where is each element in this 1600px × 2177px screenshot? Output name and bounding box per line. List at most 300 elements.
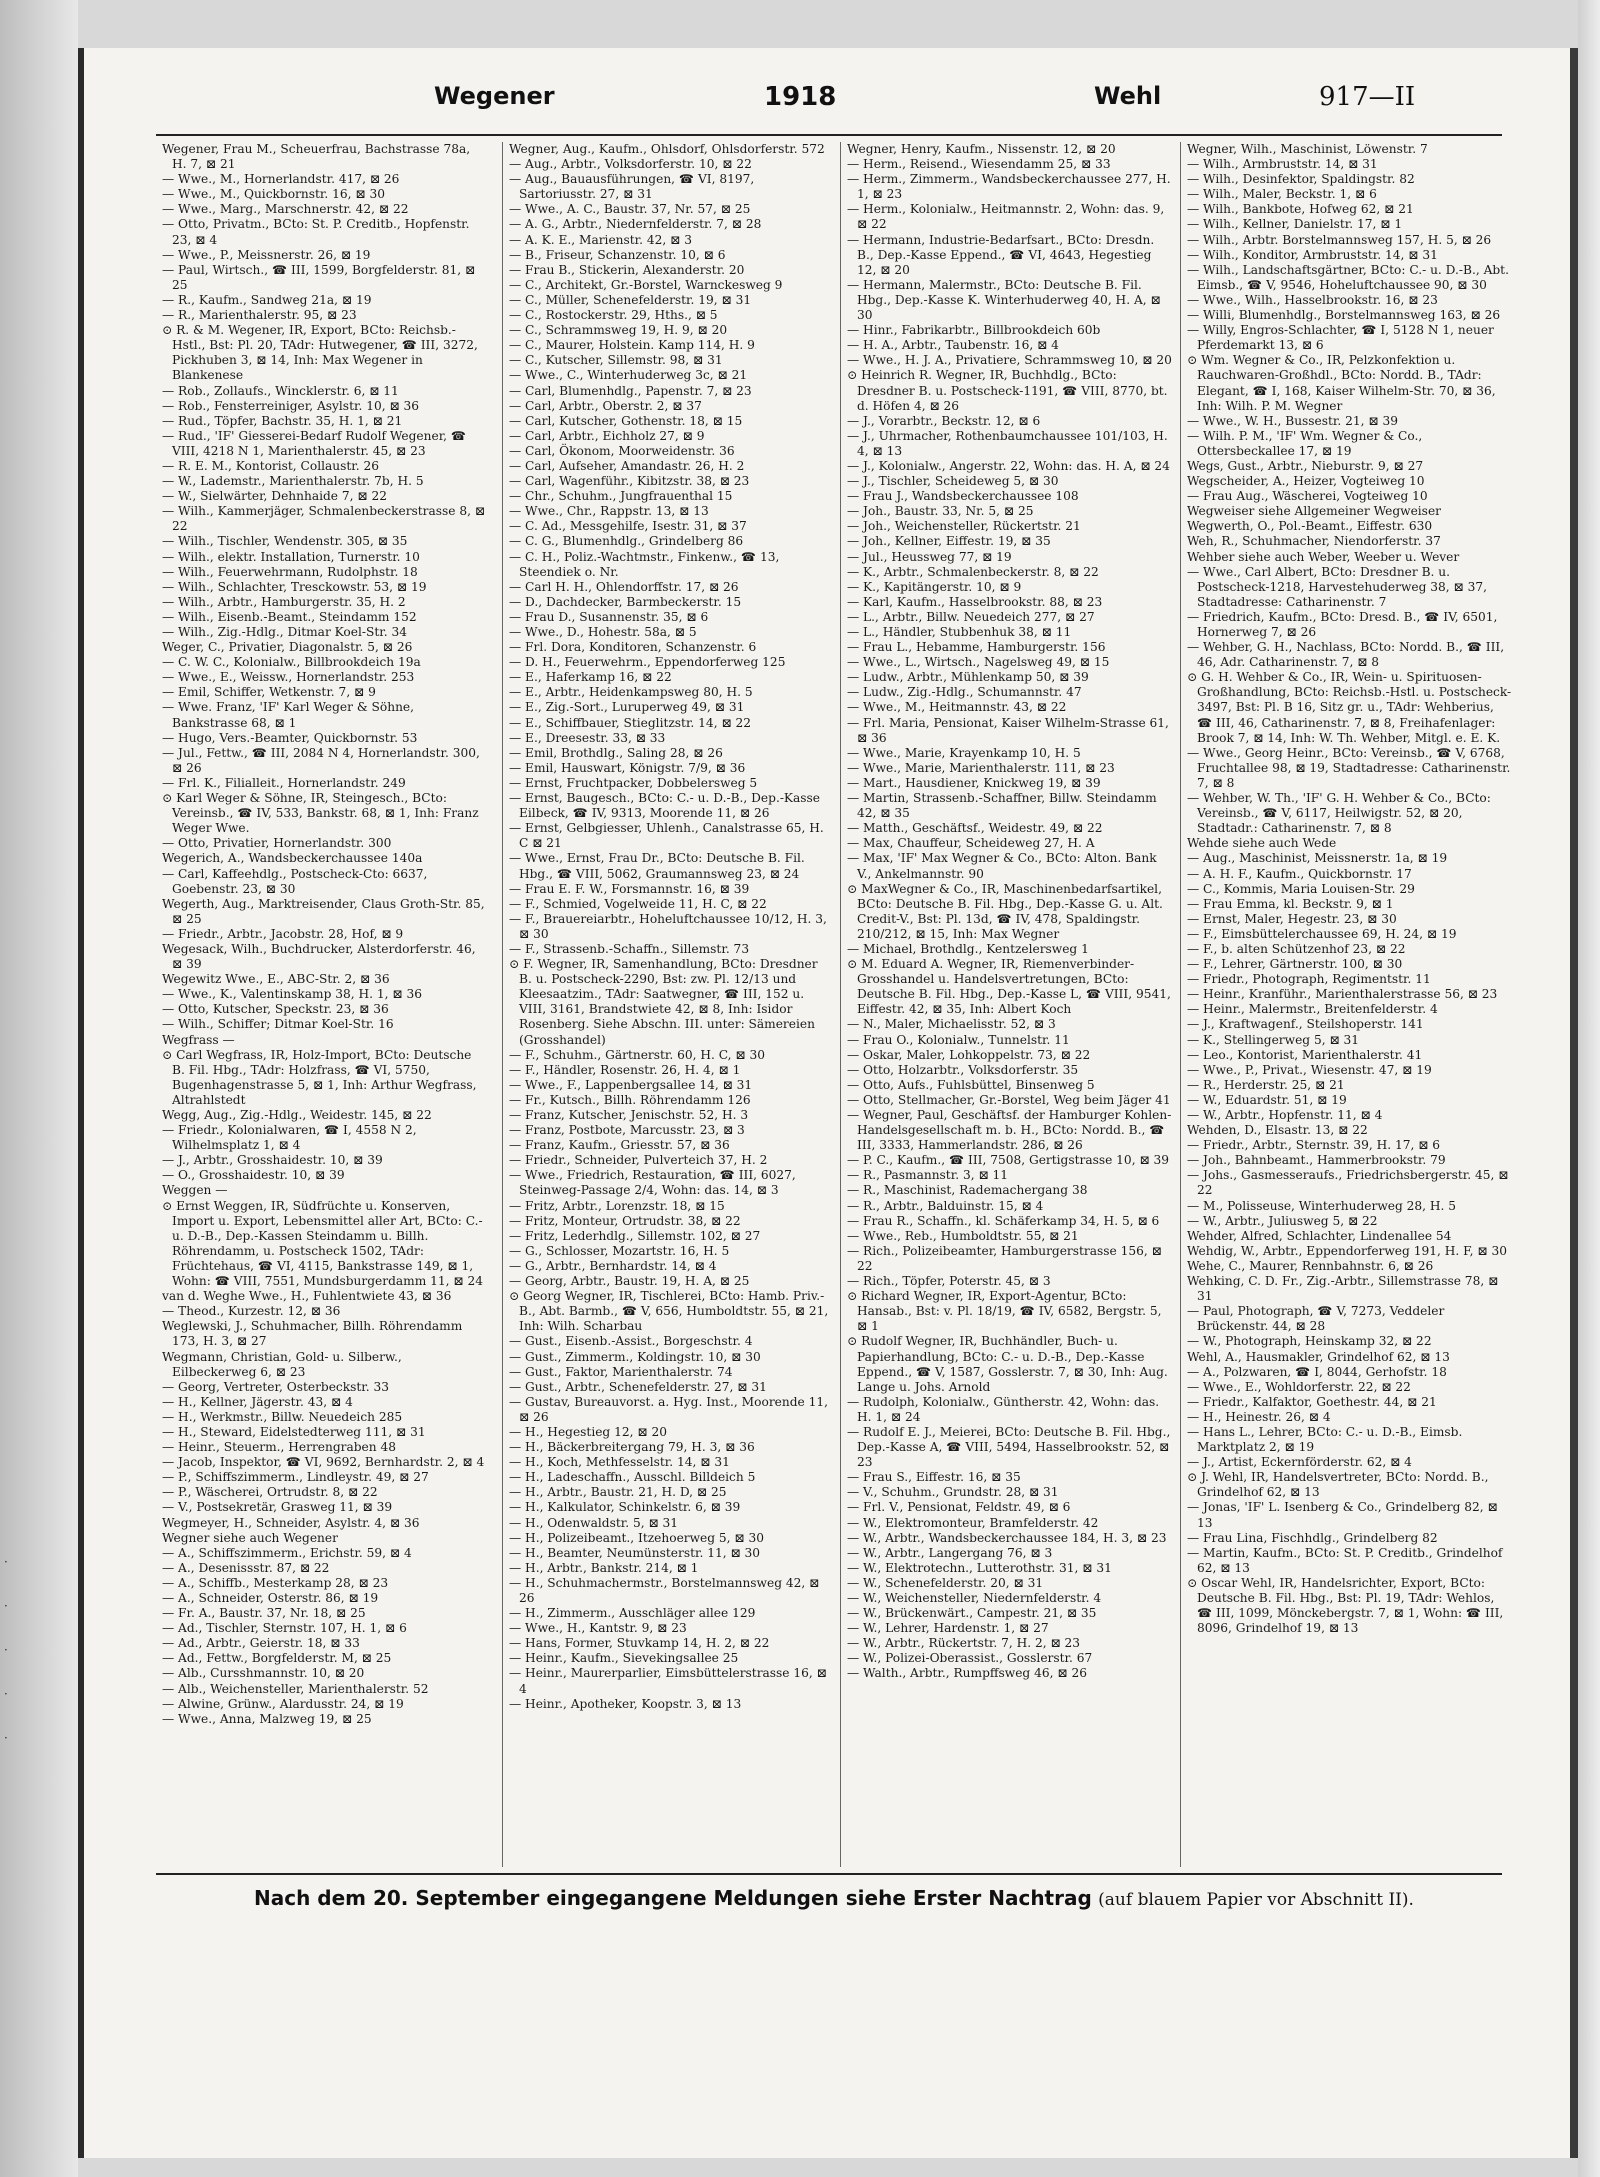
directory-entry: Weger, C., Privatier, Diagonalstr. 5, ⊠ 26	[162, 640, 413, 655]
directory-entry: — Jul., Fettw., ☎ III, 2084 N 4, Hornerlandstr. 300, ⊠ 26	[162, 745, 480, 775]
directory-entry: Wegg, Aug., Zig.-Hdlg., Weidestr. 145, ⊠ 22	[162, 1108, 432, 1122]
directory-entry: — Frl. K., Filialleit., Hornerlandstr. 249	[162, 775, 406, 790]
directory-entry: — D., Dachdecker, Barmbeckerstr. 15	[509, 594, 742, 609]
directory-entry: Weh, R., Schuhmacher, Niendorferstr. 37	[1187, 534, 1441, 549]
directory-entry: — Herm., Reisend., Wiesendamm 25, ⊠ 33	[847, 157, 1111, 172]
directory-entry: — H., Zimmerm., Ausschläger allee 129	[509, 1606, 756, 1621]
directory-entry: — Friedr., Kalfaktor, Goethestr. 44, ⊠ 21	[1187, 1394, 1437, 1409]
directory-entry: Wegerich, A., Wandsbeckerchaussee 140a	[162, 851, 423, 866]
directory-entry: — Ludw., Zig.-Hdlg., Schumannstr. 47	[847, 685, 1082, 700]
column-3	[840, 142, 1172, 1867]
directory-entry: — A., Schneider, Osterstr. 86, ⊠ 19	[162, 1591, 379, 1605]
directory-entry: — Hinr., Fabrikarbtr., Billbrookdeich 60b	[847, 323, 1101, 338]
directory-entry: — Carl, Kutscher, Gothenstr. 18, ⊠ 15	[509, 413, 743, 428]
directory-entry: — Otto, Privatm., BCto: St. P. Creditb., Hopfenstr. 23, ⊠ 4	[162, 217, 470, 247]
directory-entry: — Wwe., A. C., Baustr. 37, Nr. 57, ⊠ 25	[509, 202, 751, 217]
directory-entry: — W., Polizei-Oberassist., Gosslerstr. 67	[847, 1651, 1093, 1666]
directory-entry: — Hermann, Industrie-Bedarfsart., BCto: Dresdn. B., Dep.-Kasse Eppend., ☎ VI, 4643, Hegestieg 12, ⊠ 20	[847, 232, 1155, 277]
directory-entry: — Fritz, Monteur, Ortrudstr. 38, ⊠ 22	[509, 1213, 741, 1228]
directory-entry: — O., Grosshaidestr. 10, ⊠ 39	[162, 1168, 345, 1183]
directory-entry: — Ernst, Baugesch., BCto: C.- u. D.-B., Dep.-Kasse Eilbeck, ☎ IV, 9313, Moorende 11, ⊠ 26	[509, 791, 821, 821]
directory-entry: — Carl, Arbtr., Eichholz 27, ⊠ 9	[509, 428, 705, 443]
directory-entry: — Jul., Heussweg 77, ⊠ 19	[847, 549, 1012, 564]
directory-entry: — Joh., Bahnbeamt., Hammerbrookstr. 79	[1187, 1153, 1446, 1168]
directory-entry: — J., Arbtr., Grosshaidestr. 10, ⊠ 39	[162, 1153, 383, 1168]
directory-entry: — Wilh., Landschaftsgärtner, BCto: C.- u. D.-B., Abt. Eimsb., ☎ V, 9546, Hoheluftchaussee 90, ⊠ 30	[1187, 262, 1509, 292]
directory-entry: — L., Händler, Stubbenhuk 38, ⊠ 11	[847, 625, 1072, 639]
directory-entry: — Friedr., Schneider, Pulverteich 37, H. 2	[509, 1153, 768, 1168]
directory-entry: — Mart., Hausdiener, Knickweg 19, ⊠ 39	[847, 775, 1101, 790]
directory-entry: — Fritz, Arbtr., Lorenzstr. 18, ⊠ 15	[509, 1198, 725, 1213]
directory-entry: — Aug., Bauausführungen, ☎ VI, 8197, Sartoriusstr. 27, ⊠ 31	[509, 172, 755, 202]
header-year: 1918	[764, 82, 837, 112]
directory-entry: — Wwe., Marie, Marienthalerstr. 111, ⊠ 23	[847, 760, 1115, 775]
directory-entry: — W., Arbtr., Rückertstr. 7, H. 2, ⊠ 23	[847, 1636, 1081, 1651]
directory-entry: — Wwe. Franz, 'IF' Karl Weger & Söhne, Bankstrasse 68, ⊠ 1	[162, 700, 415, 730]
directory-entry: — H., Arbtr., Baustr. 21, H. D, ⊠ 25	[509, 1485, 727, 1500]
directory-entry: — Wwe., Friedrich, Restauration, ☎ III, 6027, Steinweg-Passage 2/4, Wohn: das. 14, ⊠ 3	[509, 1168, 796, 1198]
directory-entry: — A. G., Arbtr., Niedernfelderstr. 7, ⊠ 28	[509, 217, 762, 232]
directory-entry: ⊙ G. H. Wehber & Co., IR, Wein- u. Spirituosen-Großhandlung, BCto: Reichsb.-Hstl. u. Postscheck-3497, Bst: Pl. B 16, Sitz gr. u., TAdr: Wehberius, ☎ III, 46, Catharinenstr. 7, ⊠ 8, Freihafenlager: Brook 7, ⊠ 14, Inh: W. Th. Wehber, Mitgl. e. E. K.	[1187, 670, 1512, 745]
directory-entry: — Friedr., Arbtr., Jacobstr. 28, Hof, ⊠ 9	[162, 926, 404, 941]
directory-entry: — Otto, Stellmacher, Gr.-Borstel, Weg beim Jäger 41	[847, 1092, 1171, 1107]
directory-entry: — H., Arbtr., Bankstr. 214, ⊠ 1	[509, 1560, 699, 1575]
directory-entry: — Ad., Fettw., Borgfelderstr. M, ⊠ 25	[162, 1651, 392, 1666]
directory-entry: Wegner, Aug., Kaufm., Ohlsdorf, Ohlsdorferstr. 572	[509, 142, 825, 156]
directory-entry: — P., Schiffszimmerm., Lindleystr. 49, ⊠ 27	[162, 1470, 429, 1485]
directory-entry: — Joh., Baustr. 33, Nr. 5, ⊠ 25	[847, 504, 1034, 519]
header-rule	[156, 134, 1502, 136]
directory-entry: — F., Händler, Rosenstr. 26, H. 4, ⊠ 1	[509, 1062, 741, 1077]
directory-entry: — Friedr., Arbtr., Sternstr. 39, H. 17, ⊠ 6	[1187, 1138, 1441, 1153]
directory-entry: — Gustav, Bureauvorst. a. Hyg. Inst., Moorende 11, ⊠ 26	[509, 1394, 828, 1424]
directory-entry: — Wwe., M., Hornerlandstr. 417, ⊠ 26	[162, 172, 400, 187]
directory-entry: — Rudolph, Kolonialw., Güntherstr. 42, Wohn: das. H. 1, ⊠ 24	[847, 1394, 1160, 1424]
directory-entry: — Oskar, Maler, Lohkoppelstr. 73, ⊠ 22	[847, 1047, 1091, 1062]
directory-entry: — Wilh., Zig.-Hdlg., Ditmar Koel-Str. 34	[162, 625, 407, 639]
directory-entry: — K., Stellingerweg 5, ⊠ 31	[1187, 1032, 1360, 1047]
directory-entry: — K., Kapitängerstr. 10, ⊠ 9	[847, 579, 1022, 594]
directory-entry: — Ernst, Gelbgiesser, Uhlenh., Canalstrasse 65, H. C ⊠ 21	[509, 821, 824, 851]
directory-entry: — Gust., Zimmerm., Koldingstr. 10, ⊠ 30	[509, 1349, 761, 1364]
directory-entry: — Theod., Kurzestr. 12, ⊠ 36	[162, 1304, 341, 1319]
directory-entry: — H., Steward, Eidelstedterweg 111, ⊠ 31	[162, 1424, 426, 1439]
directory-entry: — R., Arbtr., Balduinstr. 15, ⊠ 4	[847, 1198, 1044, 1213]
directory-entry: ⊙ Richard Wegner, IR, Export-Agentur, BCto: Hansab., Bst: v. Pl. 18/19, ☎ IV, 6582, Bergstr. 5, ⊠ 1	[847, 1289, 1162, 1334]
directory-entry: — Wwe., C., Winterhuderweg 3c, ⊠ 21	[509, 368, 748, 383]
directory-entry: — Willy, Engros-Schlachter, ☎ I, 5128 N 1, neuer Pferdemarkt 13, ⊠ 6	[1187, 323, 1494, 353]
directory-entry: — H., Beamter, Neumünsterstr. 11, ⊠ 30	[509, 1545, 761, 1560]
directory-entry: — Wilh., Maler, Beckstr. 1, ⊠ 6	[1187, 187, 1377, 202]
directory-entry: — J., Artist, Eckernförderstr. 62, ⊠ 4	[1187, 1455, 1412, 1470]
directory-entry: — C. Ad., Messgehilfe, Isestr. 31, ⊠ 37	[509, 519, 747, 534]
directory-entry: — Heinr., Malermstr., Breitenfelderstr. 4	[1187, 1002, 1438, 1017]
directory-entry: — Wilh., Kellner, Danielstr. 17, ⊠ 1	[1187, 217, 1403, 232]
directory-entry: — Hermann, Malermstr., BCto: Deutsche B. Fil. Hbg., Dep.-Kasse K. Winterhuderweg 40, H. A, ⊠ 30	[847, 277, 1161, 323]
directory-entry: Wehl, A., Hausmakler, Grindelhof 62, ⊠ 13	[1187, 1349, 1450, 1364]
directory-entry: — W., Arbtr., Langergang 76, ⊠ 3	[847, 1545, 1053, 1560]
directory-entry: — C., Kommis, Maria Louisen-Str. 29	[1187, 881, 1415, 896]
directory-entry: — Otto, Privatier, Hornerlandstr. 300	[162, 836, 392, 851]
directory-entry: — H., Schuhmachermstr., Borstelmannsweg 42, ⊠ 26	[509, 1575, 820, 1605]
directory-entry: — C., Schrammsweg 19, H. 9, ⊠ 20	[509, 323, 728, 338]
directory-entry: — Jacob, Inspektor, ☎ VI, 9692, Bernhardstr. 2, ⊠ 4	[162, 1455, 485, 1470]
directory-entry: — H., Koch, Methfesselstr. 14, ⊠ 31	[509, 1455, 730, 1470]
directory-entry: — Wwe., H. J. A., Privatiere, Schrammsweg 10, ⊠ 20	[847, 353, 1172, 368]
directory-entry: — Heinr., Kranführ., Marienthalerstrasse 56, ⊠ 23	[1187, 987, 1498, 1002]
directory-entry: — Wilh., Desinfektor, Spaldingstr. 82	[1187, 172, 1415, 187]
directory-entry: — Georg, Vertreter, Osterbeckstr. 33	[162, 1379, 390, 1394]
directory-entry: — E., Haferkamp 16, ⊠ 22	[509, 670, 672, 685]
directory-entry: — Carl, Blumenhdlg., Papenstr. 7, ⊠ 23	[509, 383, 752, 398]
directory-entry: — Rudolf E. J., Meierei, BCto: Deutsche B. Fil. Hbg., Dep.-Kasse A, ☎ VIII, 5494, Hasselbrookstr. 52, ⊠ 23	[847, 1424, 1171, 1470]
directory-entry: ⊙ M. Eduard A. Wegner, IR, Riemenverbinder-Grosshandel u. Handelsvertretungen, BCto: Deutsche B. Fil. Hbg., Dep.-Kasse L, ☎ VIII, 9541, Eiffestr. 42, ⊠ 35, Inh: Albert Koch	[847, 957, 1171, 1017]
directory-entry: Wehden, D., Elsastr. 13, ⊠ 22	[1187, 1123, 1368, 1138]
directory-entry: — Frau Emma, kl. Beckstr. 9, ⊠ 1	[1187, 896, 1394, 911]
directory-entry: — Wilh., Schlachter, Tresckowstr. 53, ⊠ 19	[162, 579, 427, 594]
directory-entry: — F., Lehrer, Gärtnerstr. 100, ⊠ 30	[1187, 957, 1403, 972]
directory-entry: — Ad., Arbtr., Geierstr. 18, ⊠ 33	[162, 1636, 360, 1651]
directory-entry: — Wwe., W. H., Bussestr. 21, ⊠ 39	[1187, 413, 1399, 428]
directory-entry: — J., Uhrmacher, Rothenbaumchaussee 101/103, H. 4, ⊠ 13	[847, 428, 1168, 458]
directory-entry: — Franz, Postbote, Marcusstr. 23, ⊠ 3	[509, 1123, 745, 1138]
footer-notice	[254, 1886, 1454, 1910]
directory-entry: ⊙ Heinrich R. Wegner, IR, Buchhdlg., BCto: Dresdner B. u. Postscheck-1191, ☎ VIII, 8770, bt. d. Höfen 4, ⊠ 26	[847, 368, 1168, 413]
directory-entry: — Ludw., Arbtr., Mühlenkamp 50, ⊠ 39	[847, 670, 1089, 685]
directory-entry: — A. K. E., Marienstr. 42, ⊠ 3	[509, 232, 692, 247]
directory-entry: ⊙ Georg Wegner, IR, Tischlerei, BCto: Hamb. Priv.-B., Abt. Barmb., ☎ V, 656, Humboldtstr. 55, ⊠ 21, Inh: Wilh. Scharbau	[509, 1289, 829, 1334]
directory-entry: ⊙ Oscar Wehl, IR, Handelsrichter, Export, BCto: Deutsche B. Fil. Hbg., Bst: Pl. 19, TAdr: Wehlos, ☎ III, 1099, Mönckebergstr. 7, ⊠ 1, Wohn: ☎ III, 8096, Grindelhof 19, ⊠ 13	[1187, 1575, 1504, 1636]
directory-entry: — Frau R., Schaffn., kl. Schäferkamp 34, H. 5, ⊠ 6	[847, 1213, 1160, 1228]
footer-rule	[156, 1873, 1502, 1875]
directory-entry: — H., Hegestieg 12, ⊠ 20	[509, 1424, 667, 1439]
footer-notice-tail: (auf blauem Papier vor Abschnitt II).	[1098, 1890, 1414, 1910]
directory-entry: — E., Zig.-Sort., Luruperweg 49, ⊠ 31	[509, 700, 745, 715]
directory-entry: — Gust., Faktor, Marienthalerstr. 74	[509, 1364, 733, 1379]
directory-entry: — Herm., Kolonialw., Heitmannstr. 2, Wohn: das. 9, ⊠ 22	[847, 202, 1165, 232]
column-1	[162, 142, 487, 1867]
directory-entry: — Wilh., Konditor, Armbruststr. 14, ⊠ 31	[1187, 247, 1438, 262]
directory-entry: — Wwe., Chr., Rappstr. 13, ⊠ 13	[509, 504, 709, 519]
directory-entry: Wehe, C., Maurer, Rennbahnstr. 6, ⊠ 26	[1187, 1258, 1434, 1273]
page-number: 917—II	[1319, 82, 1416, 112]
directory-entry: — Otto, Aufs., Fuhlsbüttel, Binsenweg 5	[847, 1077, 1095, 1092]
directory-entry: — Hans L., Lehrer, BCto: C.- u. D.-B., Eimsb. Marktplatz 2, ⊠ 19	[1187, 1424, 1463, 1455]
directory-entry: ⊙ MaxWegner & Co., IR, Maschinenbedarfsartikel, BCto: Deutsche B. Fil. Hbg., Dep.-Kasse G. u. Alt. Credit-V., Bst: Pl. 13d, ☎ IV, 478, Spaldingstr. 210/212, ⊠ 15, Inh: Max Wegner	[847, 881, 1163, 941]
directory-entry: — Matth., Geschäftsf., Weidestr. 49, ⊠ 22	[847, 821, 1103, 836]
directory-entry: — Wwe., Ernst, Frau Dr., BCto: Deutsche B. Fil. Hbg., ☎ VIII, 5062, Graumannsweg 23, ⊠ 24	[509, 851, 805, 881]
directory-entry: — R., Marienthalerstr. 95, ⊠ 23	[162, 308, 357, 323]
directory-entry: — R., Maschinist, Rademachergang 38	[847, 1183, 1088, 1198]
directory-entry: — Wwe., H., Kantstr. 9, ⊠ 23	[509, 1621, 687, 1636]
directory-entry: Wegfrass —	[162, 1032, 235, 1047]
directory-entry: — M., Polisseuse, Winterhuderweg 28, H. 5	[1187, 1198, 1457, 1213]
directory-entry: — Wilh., Schiffer; Ditmar Koel-Str. 16	[162, 1017, 394, 1032]
directory-entry: — P. C., Kaufm., ☎ III, 7508, Gertigstrasse 10, ⊠ 39	[847, 1153, 1170, 1168]
directory-entry: — Max, 'IF' Max Wegner & Co., BCto: Alton. Bank V., Ankelmannstr. 90	[847, 851, 1157, 881]
directory-entry: — Franz, Kutscher, Jenischstr. 52, H. 3	[509, 1108, 749, 1122]
directory-entry: — W., Arbtr., Hopfenstr. 11, ⊠ 4	[1187, 1108, 1383, 1122]
directory-entry: — H., Heinestr. 26, ⊠ 4	[1187, 1409, 1331, 1424]
directory-entry: Weggen —	[162, 1183, 228, 1198]
left-page-edge	[0, 0, 78, 2177]
directory-entry: — Frl. Dora, Konditoren, Schanzenstr. 6	[509, 640, 757, 655]
directory-entry: — A., Desenissstr. 87, ⊠ 22	[162, 1560, 330, 1575]
directory-entry: — Franz, Kaufm., Griesstr. 57, ⊠ 36	[509, 1138, 730, 1153]
directory-entry: — Max, Chauffeur, Scheideweg 27, H. A	[847, 836, 1095, 851]
directory-entry: — Alb., Cursshmannstr. 10, ⊠ 20	[162, 1666, 365, 1681]
directory-entry: — Joh., Weichensteller, Rückertstr. 21	[847, 519, 1081, 534]
directory-entry: — Wehber, W. Th., 'IF' G. H. Wehber & Co., BCto: Vereinsb., ☎ V, 6117, Heilwigstr. 52, ⊠ 20, Stadtadr.: Catharinenstr. 7, ⊠ 8	[1187, 791, 1491, 836]
directory-page	[78, 48, 1578, 2158]
directory-entry: — Chr., Schuhm., Jungfrauenthal 15	[509, 489, 733, 504]
directory-entry: — R., Pasmannstr. 3, ⊠ 11	[847, 1168, 1009, 1183]
header-left-keyword: Wegener	[434, 82, 555, 110]
directory-entry: — D. H., Feuerwehrm., Eppendorferweg 125	[509, 655, 786, 670]
directory-entry: ⊙ Rudolf Wegner, IR, Buchhändler, Buch- u. Papierhandlung, BCto: C.- u. D.-B., Dep.-Kasse Eppend., ☎ V, 1587, Gosslerstr. 7, ⊠ 30, Inh: Aug. Lange u. Johs. Arnold	[847, 1334, 1168, 1394]
directory-entry: Wegmann, Christian, Gold- u. Silberw., Eilbeckerweg 6, ⊠ 23	[162, 1349, 402, 1379]
directory-entry: — Ernst, Maler, Hegestr. 23, ⊠ 30	[1187, 911, 1397, 926]
directory-entry: — G., Arbtr., Bernhardstr. 14, ⊠ 4	[509, 1258, 717, 1273]
directory-entry: — W., Photograph, Heinskamp 32, ⊠ 22	[1187, 1334, 1432, 1349]
directory-entry: — F., Eimsbüttelerchaussee 69, H. 24, ⊠ 19	[1187, 926, 1457, 941]
page-header	[84, 82, 1584, 132]
directory-entry: ⊙ Wm. Wegner & Co., IR, Pelzkonfektion u. Rauchwaren-Großhdl., BCto: Nordd. B., TAdr: Elegant, ☎ I, 168, Kaiser Wilhelm-Str. 70, ⊠ 36, Inh: Wilh. P. M. Wegner	[1187, 353, 1496, 413]
directory-entry: — H., Polizeibeamt., Itzehoerweg 5, ⊠ 30	[509, 1530, 765, 1545]
directory-entry: — Wwe., E., Wohldorferstr. 22, ⊠ 22	[1187, 1379, 1411, 1394]
directory-entry: — C., Rostockerstr. 29, Hths., ⊠ 5	[509, 308, 718, 323]
directory-entry: — Heinr., Maurerparlier, Eimsbüttelerstrasse 16, ⊠ 4	[509, 1666, 827, 1696]
directory-entry: — Wwe., M., Heitmannstr. 43, ⊠ 22	[847, 700, 1067, 715]
directory-entry: — Wwe., P., Meissnerstr. 26, ⊠ 19	[162, 247, 371, 262]
directory-entry: — Wwe., Marg., Marschnerstr. 42, ⊠ 22	[162, 202, 409, 217]
directory-entry: — W., Elektrotechn., Lutterothstr. 31, ⊠ 31	[847, 1560, 1112, 1575]
directory-entry: — Frau J., Wandsbeckerchaussee 108	[847, 489, 1079, 504]
directory-entry: — A., Schiffb., Mesterkamp 28, ⊠ 23	[162, 1575, 389, 1590]
directory-entry: — Georg, Arbtr., Baustr. 19, H. A, ⊠ 25	[509, 1274, 750, 1289]
directory-entry: — J., Tischler, Scheideweg 5, ⊠ 30	[847, 474, 1059, 489]
directory-entry: — Martin, Strassenb.-Schaffner, Billw. Steindamm 42, ⊠ 35	[847, 791, 1157, 821]
directory-entry: — F., Brauereiarbtr., Hoheluftchaussee 10/12, H. 3, ⊠ 30	[509, 911, 827, 941]
directory-entry: — Frau L., Hebamme, Hamburgerstr. 156	[847, 640, 1106, 655]
directory-entry: van d. Weghe Wwe., H., Fuhlentwiete 43, ⊠ 36	[162, 1289, 452, 1304]
directory-entry: — H., Werkmstr., Billw. Neuedeich 285	[162, 1409, 403, 1424]
directory-entry: Wegesack, Wilh., Buchdrucker, Alsterdorferstr. 46, ⊠ 39	[162, 941, 476, 972]
directory-entry: — B., Friseur, Schanzenstr. 10, ⊠ 6	[509, 247, 726, 262]
directory-entry: — Walth., Arbtr., Rumpffsweg 46, ⊠ 26	[847, 1666, 1087, 1681]
directory-entry: — Wwe., P., Privat., Wiesenstr. 47, ⊠ 19	[1187, 1062, 1432, 1077]
directory-entry: — Frau O., Kolonialw., Tunnelstr. 11	[847, 1032, 1070, 1047]
directory-entry: — R., Kaufm., Sandweg 21a, ⊠ 19	[162, 292, 372, 307]
directory-entry: — Wwe., M., Quickbornstr. 16, ⊠ 30	[162, 187, 385, 202]
directory-entry: — Wehber, G. H., Nachlass, BCto: Nordd. B., ☎ III, 46, Adr. Catharinenstr. 7, ⊠ 8	[1187, 640, 1505, 670]
directory-entry: — Aug., Maschinist, Meissnerstr. 1a, ⊠ 19	[1187, 851, 1448, 866]
right-page-edge	[1578, 0, 1600, 2177]
directory-entry: — Emil, Brothdlg., Saling 28, ⊠ 26	[509, 745, 723, 760]
column-4	[1180, 142, 1512, 1867]
directory-entry: — Wilh., Tischler, Wendenstr. 305, ⊠ 35	[162, 534, 408, 549]
directory-entry: — W., Arbtr., Juliusweg 5, ⊠ 22	[1187, 1213, 1378, 1228]
directory-entry: Wegner, Wilh., Maschinist, Löwenstr. 7	[1187, 142, 1428, 156]
directory-entry: — Wwe., E., Weissw., Hornerlandstr. 253	[162, 670, 415, 685]
directory-entry: Wegmeyer, H., Schneider, Asylstr. 4, ⊠ 36	[162, 1515, 420, 1530]
directory-entry: — Wilh. P. M., 'IF' Wm. Wegner & Co., Ottersbeckallee 17, ⊠ 19	[1187, 428, 1423, 458]
directory-entry: — F., b. alten Schützenhof 23, ⊠ 22	[1187, 941, 1406, 956]
directory-entry: — A. H. F., Kaufm., Quickbornstr. 17	[1187, 866, 1412, 881]
directory-entry: — Wwe., Marie, Krayenkamp 10, H. 5	[847, 745, 1081, 760]
directory-entry: — C., Müller, Schenefelderstr. 19, ⊠ 31	[509, 292, 752, 307]
directory-entry: — Wwe., K., Valentinskamp 38, H. 1, ⊠ 36	[162, 987, 423, 1002]
directory-entry: — Jonas, 'IF' L. Isenberg & Co., Grindelberg 82, ⊠ 13	[1187, 1500, 1498, 1530]
directory-entry: — Frau E. F. W., Forsmannstr. 16, ⊠ 39	[509, 881, 750, 896]
footer-notice-main: Nach dem 20. September eingegangene Meldungen siehe Erster Nachtrag	[254, 1886, 1092, 1910]
directory-entry: — Frl. Maria, Pensionat, Kaiser Wilhelm-Strasse 61, ⊠ 36	[847, 715, 1169, 745]
directory-entry: — Rich., Töpfer, Poterstr. 45, ⊠ 3	[847, 1274, 1051, 1289]
directory-entry: — E., Schiffbauer, Stieglitzstr. 14, ⊠ 22	[509, 715, 752, 730]
margin-marks: · · · · ·	[4, 1555, 8, 1745]
directory-entry: — C. H., Poliz.-Wachtmstr., Finkenw., ☎ 13, Steendiek o. Nr.	[509, 549, 780, 579]
directory-entry: — Frau S., Eiffestr. 16, ⊠ 35	[847, 1470, 1021, 1485]
directory-entry: — G., Schlosser, Mozartstr. 16, H. 5	[509, 1243, 730, 1258]
directory-entry: — Wilh., Bankbote, Hofweg 62, ⊠ 21	[1187, 202, 1414, 217]
directory-entry: — Frau B., Stickerin, Alexanderstr. 20	[509, 262, 745, 277]
directory-entry: — W., Elektromonteur, Bramfelderstr. 42	[847, 1515, 1099, 1530]
directory-entry: — J., Kraftwagenf., Steilshoperstr. 141	[1187, 1017, 1424, 1032]
directory-entry: — Frau Lina, Fischhdlg., Grindelberg 82	[1187, 1530, 1438, 1545]
directory-entry: — Wilh., elektr. Installation, Turnerstr. 10	[162, 549, 420, 564]
directory-entry: Wegscheider, A., Heizer, Vogteiweg 10	[1187, 474, 1425, 489]
directory-entry: — Wwe., Wilh., Hasselbrookstr. 16, ⊠ 23	[1187, 292, 1438, 307]
directory-entry: Wegner, Henry, Kaufm., Nissenstr. 12, ⊠ 20	[847, 142, 1116, 156]
directory-entry: — Wilh., Arbtr. Borstelmannsweg 157, H. 5, ⊠ 26	[1187, 232, 1492, 247]
directory-entry: — Carl, Aufseher, Amandastr. 26, H. 2	[509, 458, 745, 473]
directory-entry: — Hans, Former, Stuvkamp 14, H. 2, ⊠ 22	[509, 1636, 770, 1651]
directory-entry: — A., Schiffszimmerm., Erichstr. 59, ⊠ 4	[162, 1545, 412, 1560]
directory-entry: — Gust., Arbtr., Schenefelderstr. 27, ⊠ 31	[509, 1379, 767, 1394]
directory-entry: — Willi, Blumenhdlg., Borstelmannsweg 163, ⊠ 26	[1187, 308, 1501, 323]
directory-entry: — Michael, Brothdlg., Kentzelersweg 1	[847, 941, 1089, 956]
directory-entry: Wegener, Frau M., Scheuerfrau, Bachstrasse 78a, H. 7, ⊠ 21	[162, 142, 471, 172]
directory-entry: Wehdig, W., Arbtr., Eppendorferweg 191, H. F, ⊠ 30	[1187, 1243, 1507, 1258]
directory-entry: — W., Lehrer, Hardenstr. 1, ⊠ 27	[847, 1621, 1049, 1636]
directory-entry: ⊙ F. Wegner, IR, Samenhandlung, BCto: Dresdner B. u. Postscheck-2290, Bst: zw. Pl. 12/13 und Kleesaatzim., TAdr: Saatwegner, ☎ III, 152 u. VIII, 3161, Brandstwiete 42, ⊠ 8, Inh: Isidor Rosenberg. Siehe Abschn. III. unter: Sämereien (Grosshandel)	[509, 957, 818, 1047]
directory-entry: — Friedr., Photograph, Regimentstr. 11	[1187, 972, 1431, 987]
directory-entry: — Heinr., Steuerm., Herrengraben 48	[162, 1440, 396, 1455]
directory-entry: — W., Sielwärter, Dehnhaide 7, ⊠ 22	[162, 489, 387, 504]
directory-entry: — Rob., Fensterreiniger, Asylstr. 10, ⊠ 36	[162, 398, 420, 413]
directory-entry: — E., Arbtr., Heidenkampsweg 80, H. 5	[509, 685, 753, 700]
directory-entry: Wehking, C. D. Fr., Zig.-Arbtr., Sillemstrasse 78, ⊠ 31	[1187, 1274, 1499, 1304]
directory-entry: — C. W. C., Kolonialw., Billbrookdeich 19a	[162, 655, 421, 670]
directory-entry: — Paul, Wirtsch., ☎ III, 1599, Borgfelderstr. 81, ⊠ 25	[162, 262, 476, 292]
directory-entry: — Frau Aug., Wäscherei, Vogteiweg 10	[1187, 489, 1428, 504]
directory-entry: — Wwe., D., Hohestr. 58a, ⊠ 5	[509, 625, 697, 639]
directory-entry: — Fritz, Lederhdlg., Sillemstr. 102, ⊠ 27	[509, 1228, 761, 1243]
directory-entry: — W., Lademstr., Marienthalerstr. 7b, H. 5	[162, 474, 424, 489]
directory-entry: — Carl, Wagenführ., Kibitzstr. 38, ⊠ 23	[509, 474, 750, 489]
directory-entry: — J., Vorarbtr., Beckstr. 12, ⊠ 6	[847, 413, 1041, 428]
directory-entry: Wehber siehe auch Weber, Weeber u. Wever	[1187, 549, 1460, 564]
directory-entry: Wegweiser siehe Allgemeiner Wegweiser	[1187, 504, 1441, 519]
directory-entry: ⊙ Karl Weger & Söhne, IR, Steingesch., BCto: Vereinsb., ☎ IV, 533, Bankstr. 68, ⊠ 1, Inh: Franz Weger Wwe.	[162, 791, 479, 836]
directory-entry: — F., Schmied, Vogelweide 11, H. C, ⊠ 22	[509, 896, 767, 911]
directory-entry: — L., Arbtr., Billw. Neuedeich 277, ⊠ 27	[847, 609, 1095, 624]
directory-entry: — Ernst, Fruchtpacker, Dobbelersweg 5	[509, 775, 758, 790]
directory-entry: ⊙ Carl Wegfrass, IR, Holz-Import, BCto: Deutsche B. Fil. Hbg., TAdr: Holzfrass, ☎ VI, 5750, Bugenhagenstrasse 5, ⊠ 1, Inh: Arthur Wegfrass, Altrahlstedt	[162, 1047, 477, 1107]
directory-entry: — A., Polzwaren, ☎ I, 8044, Gerhofstr. 18	[1187, 1364, 1447, 1379]
directory-entry: — Wilh., Kammerjäger, Schmalenbeckerstrasse 8, ⊠ 22	[162, 504, 486, 534]
directory-entry: — Wwe., Georg Heinr., BCto: Vereinsb., ☎ V, 6768, Fruchtallee 98, ⊠ 19, Stadtadresse: Catharinenstr. 7, ⊠ 8	[1187, 745, 1511, 790]
directory-entry: — Alb., Weichensteller, Marienthalerstr. 52	[162, 1681, 429, 1696]
directory-entry: — Wwe., F., Lappenbergsallee 14, ⊠ 31	[509, 1077, 753, 1092]
directory-entry: — Ad., Tischler, Sternstr. 107, H. 1, ⊠ 6	[162, 1621, 407, 1636]
directory-entry: Wehder, Alfred, Schlachter, Lindenallee 54	[1187, 1228, 1452, 1243]
directory-entry: — H., Odenwaldstr. 5, ⊠ 31	[509, 1515, 679, 1530]
directory-entry: — H., Bäckerbreitergang 79, H. 3, ⊠ 36	[509, 1440, 755, 1455]
directory-entry: Wegerth, Aug., Marktreisender, Claus Groth-Str. 85, ⊠ 25	[162, 896, 485, 926]
directory-entry: — H., Kellner, Jägerstr. 43, ⊠ 4	[162, 1394, 353, 1409]
directory-entry: — Emil, Hauswart, Königstr. 7/9, ⊠ 36	[509, 760, 746, 775]
directory-entry: — V., Schuhm., Grundstr. 28, ⊠ 31	[847, 1485, 1059, 1500]
directory-entry: — W., Schenefelderstr. 20, ⊠ 31	[847, 1575, 1044, 1590]
directory-entry: — W., Weichensteller, Niedernfelderstr. 4	[847, 1591, 1102, 1605]
directory-entry: — Aug., Arbtr., Volksdorferstr. 10, ⊠ 22	[509, 157, 752, 172]
directory-entry: — W., Brückenwärt., Campestr. 21, ⊠ 35	[847, 1606, 1097, 1621]
directory-entry: Wegwerth, O., Pol.-Beamt., Eiffestr. 630	[1187, 519, 1433, 534]
directory-entry: — Friedrich, Kaufm., BCto: Dresd. B., ☎ IV, 6501, Hornerweg 7, ⊠ 26	[1187, 609, 1498, 639]
directory-entry: ⊙ J. Wehl, IR, Handelsvertreter, BCto: Nordd. B., Grindelhof 62, ⊠ 13	[1187, 1470, 1489, 1500]
directory-entry: ⊙ Ernst Weggen, IR, Südfrüchte u. Konserven, Import u. Export, Lebensmittel aller Art, BCto: C.- u. D.-B., Dep.-Kassen Steindamm u. Billh. Röhrendamm, u. Postscheck 1502, TAdr: Früchtehaus, ☎ VI, 4115, Bankstrasse 149, ⊠ 1, Wohn: ☎ VIII, 7551, Mundsburgerdamm 11, ⊠ 24	[162, 1198, 483, 1289]
directory-entry: — Carl H. H., Ohlendorffstr. 17, ⊠ 26	[509, 579, 739, 594]
directory-entry: — W., Arbtr., Wandsbeckerchaussee 184, H. 3, ⊠ 23	[847, 1530, 1167, 1545]
directory-entry: Wegewitz Wwe., E., ABC-Str. 2, ⊠ 36	[162, 972, 390, 987]
directory-entry: — E., Dreesestr. 33, ⊠ 33	[509, 730, 666, 745]
directory-entry: — H. A., Arbtr., Taubenstr. 16, ⊠ 4	[847, 338, 1059, 353]
directory-entry: — Frl. V., Pensionat, Feldstr. 49, ⊠ 6	[847, 1500, 1071, 1515]
directory-entry: — Carl, Ökonom, Moorweidenstr. 36	[509, 443, 735, 458]
directory-entry: — Leo., Kontorist, Marienthalerstr. 41	[1187, 1047, 1423, 1062]
directory-entry: — Emil, Schiffer, Wetkenstr. 7, ⊠ 9	[162, 685, 376, 700]
directory-entry: — Rob., Zollaufs., Wincklerstr. 6, ⊠ 11	[162, 383, 399, 398]
directory-entry: — K., Arbtr., Schmalenbeckerstr. 8, ⊠ 22	[847, 564, 1099, 579]
directory-entry: — Wilh., Arbtr., Hamburgerstr. 35, H. 2	[162, 594, 406, 609]
directory-entry: Wehde siehe auch Wede	[1187, 836, 1337, 851]
directory-entry: — W., Eduardstr. 51, ⊠ 19	[1187, 1092, 1347, 1107]
directory-entry: — Rud., Töpfer, Bachstr. 35, H. 1, ⊠ 21	[162, 413, 403, 428]
directory-entry: ⊙ R. & M. Wegener, IR, Export, BCto: Reichsb.-Hstl., Bst: Pl. 20, TAdr: Hutwegener, ☎ III, 3272, Pickhuben 3, ⊠ 14, Inh: Max Wegener in Blankenese	[162, 323, 478, 383]
directory-entry: — F., Strassenb.-Schaffn., Sillemstr. 73	[509, 941, 750, 956]
directory-entry: — P., Wäscherei, Ortrudstr. 8, ⊠ 22	[162, 1485, 378, 1500]
directory-entry: Weglewski, J., Schuhmacher, Billh. Röhrendamm 173, H. 3, ⊠ 27	[162, 1319, 463, 1349]
directory-entry: — F., Schuhm., Gärtnerstr. 60, H. C, ⊠ 30	[509, 1047, 766, 1062]
directory-entry: — Fr. A., Baustr. 37, Nr. 18, ⊠ 25	[162, 1606, 366, 1621]
directory-entry: — Gust., Eisenb.-Assist., Borgeschstr. 4	[509, 1334, 753, 1349]
directory-entry: — Friedr., Kolonialwaren, ☎ I, 4558 N 2, Wilhelmsplatz 1, ⊠ 4	[162, 1123, 417, 1153]
directory-entry: — Martin, Kaufm., BCto: St. P. Creditb., Grindelhof 62, ⊠ 13	[1187, 1545, 1503, 1575]
directory-entry: — Johs., Gasmesseraufs., Friedrichsbergerstr. 45, ⊠ 22	[1187, 1168, 1509, 1198]
directory-entry: — Rich., Polizeibeamter, Hamburgerstrasse 156, ⊠ 22	[847, 1243, 1162, 1273]
directory-entry: — C., Kutscher, Sillemstr. 98, ⊠ 31	[509, 353, 723, 368]
directory-entry: — Otto, Kutscher, Speckstr. 23, ⊠ 36	[162, 1002, 389, 1017]
column-2	[502, 142, 834, 1867]
directory-entry: — H., Ladeschaffn., Ausschl. Billdeich 5	[509, 1470, 756, 1485]
directory-entry: Wegner siehe auch Wegener	[162, 1530, 338, 1545]
directory-entry: — Fr., Kutsch., Billh. Röhrendamm 126	[509, 1092, 751, 1107]
directory-entry: — Carl, Arbtr., Oberstr. 2, ⊠ 37	[509, 398, 702, 413]
directory-entry: — Alwine, Grünw., Alardusstr. 24, ⊠ 19	[162, 1696, 404, 1711]
directory-entry: — Karl, Kaufm., Hasselbrookstr. 88, ⊠ 23	[847, 594, 1103, 609]
directory-entry: Wegs, Gust., Arbtr., Nieburstr. 9, ⊠ 27	[1187, 458, 1424, 473]
